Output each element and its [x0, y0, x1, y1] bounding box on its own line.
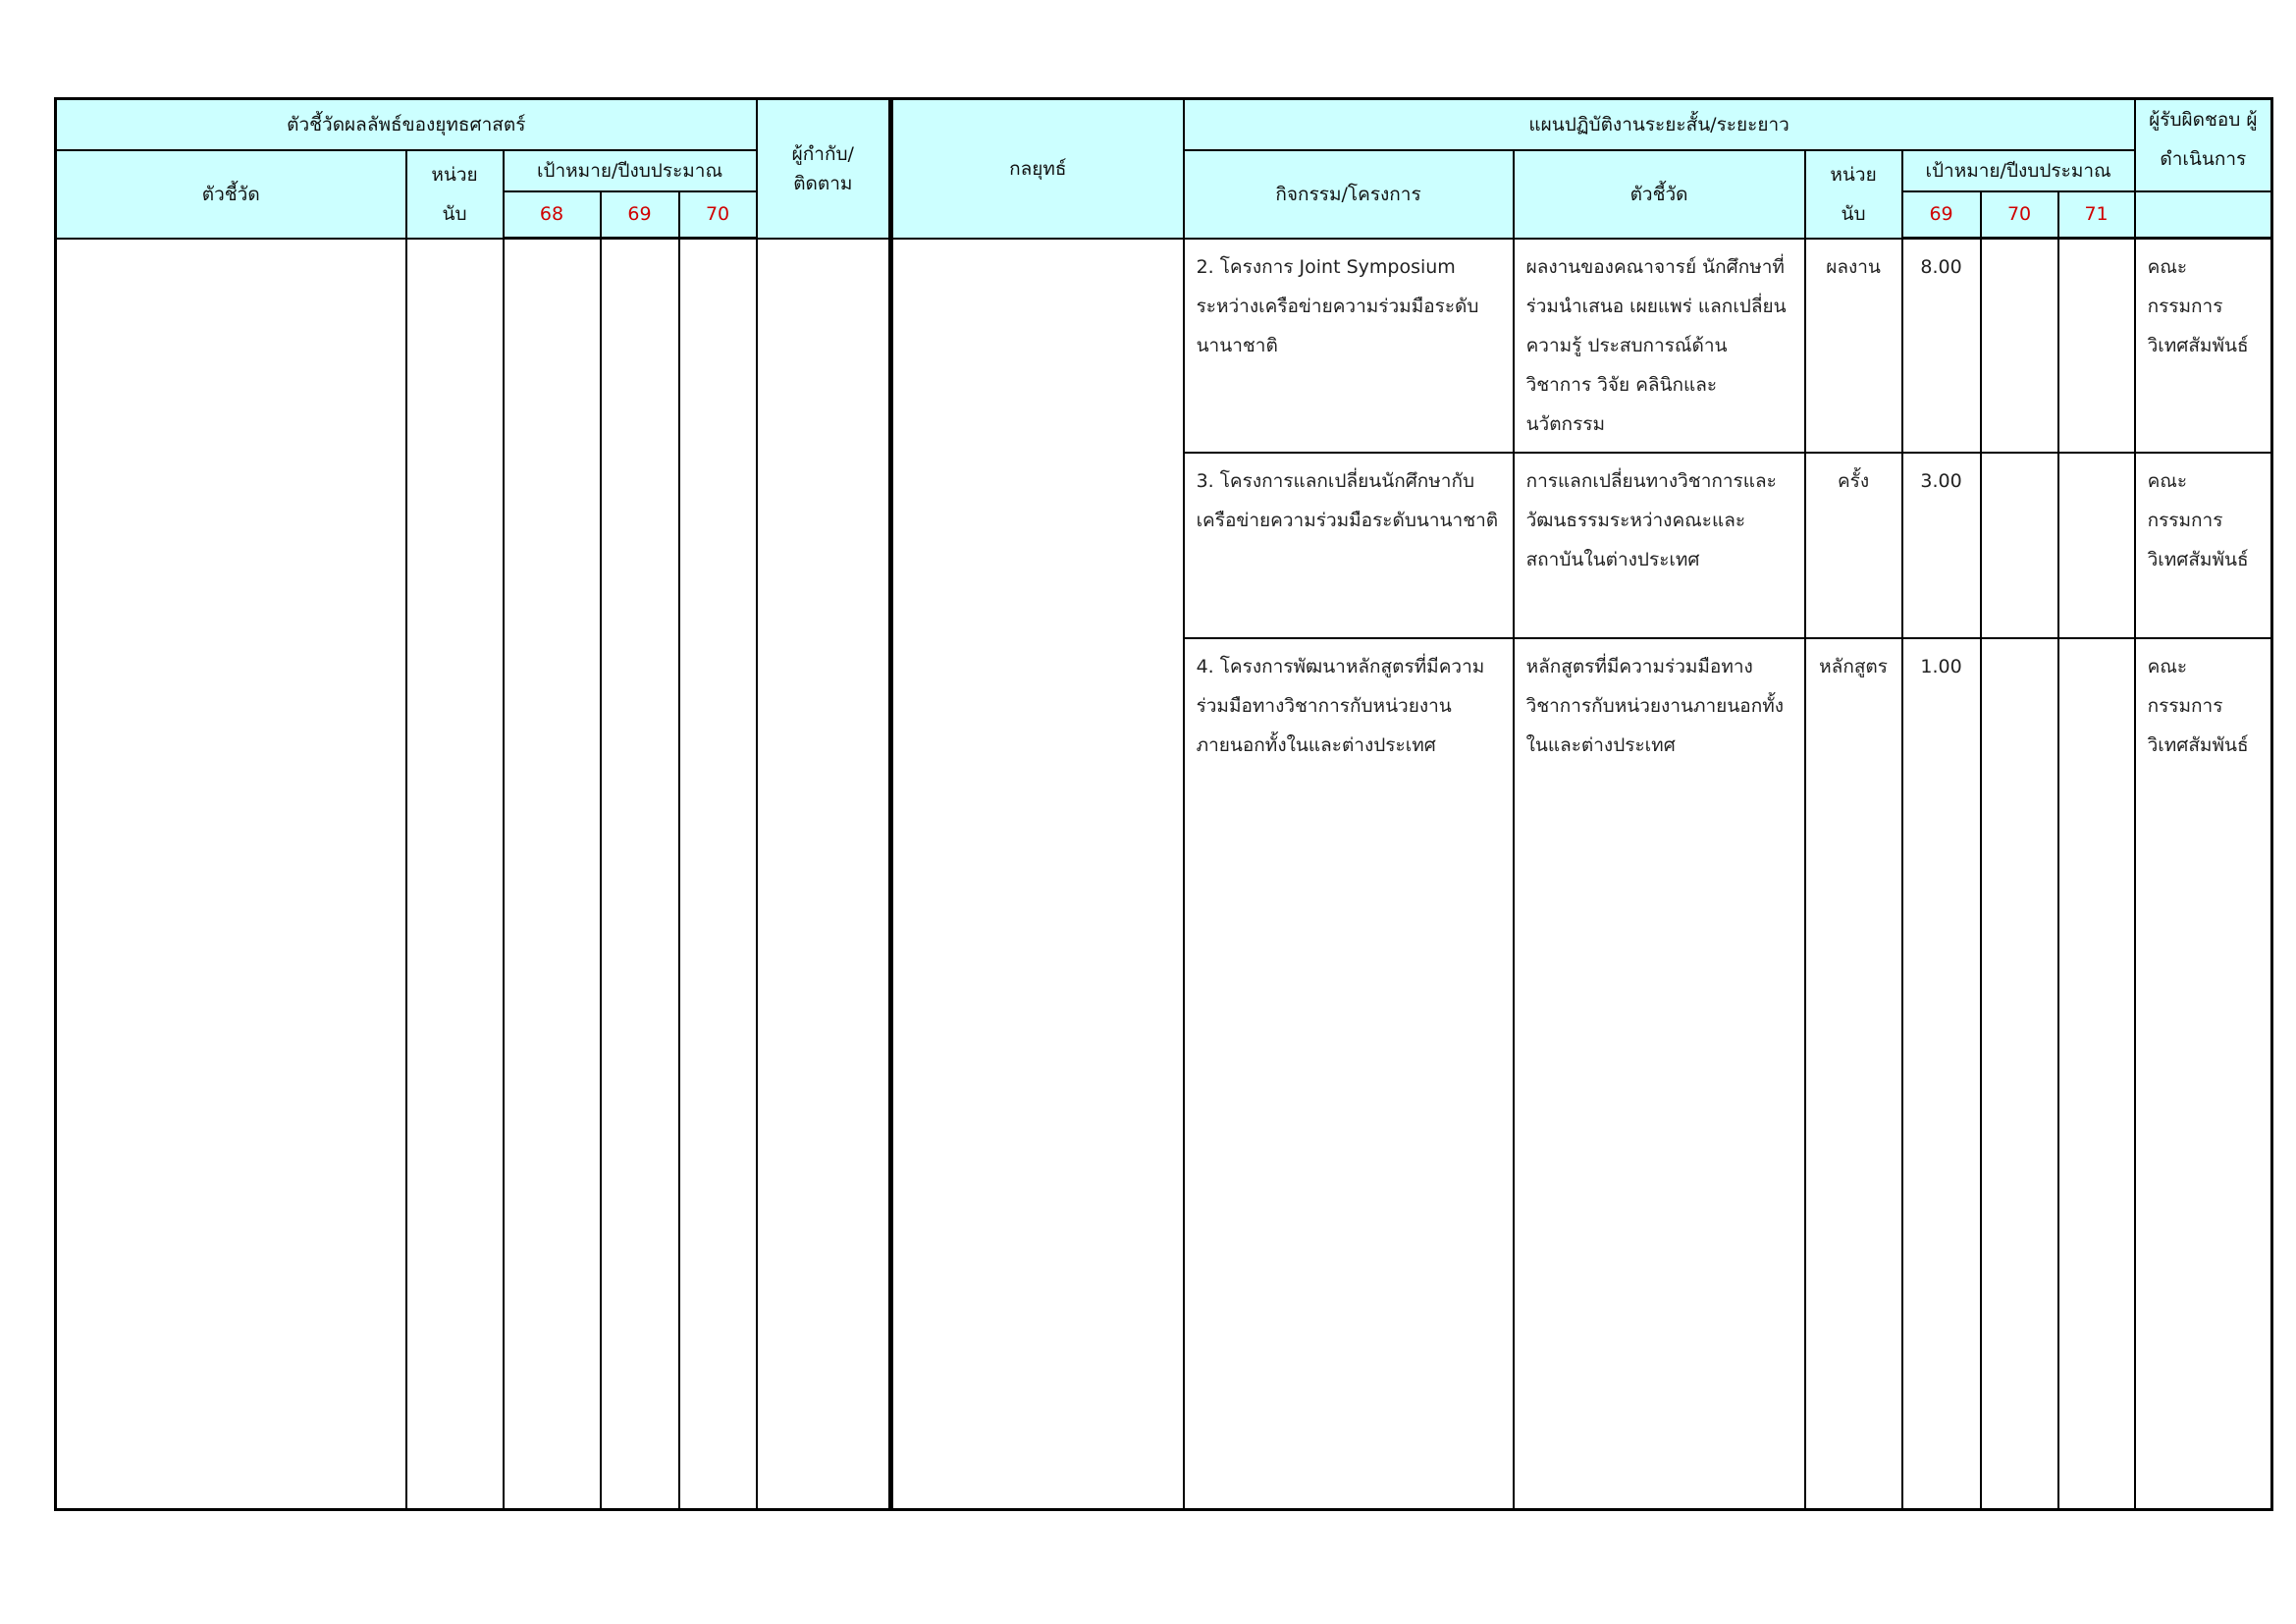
plan-year-71-cell [2058, 239, 2135, 453]
supervisor-cell [757, 239, 891, 1510]
activity-header: กิจกรรม/โครงการ [1184, 150, 1514, 239]
plan-year-70-cell [1981, 453, 2058, 638]
indicator-cell [56, 239, 406, 1510]
activity-cell: 4. โครงการพัฒนาหลักสูตรที่มีความร่วมมือทางวิชาการกับหน่วยงานภายนอกทั้งในและต่างประเทศ [1184, 638, 1514, 1510]
plan-unit-cell: ผลงาน [1805, 239, 1902, 453]
year-68-cell [504, 239, 601, 1510]
indicator-header: ตัวชี้วัด [56, 150, 406, 239]
strategy-outcome-header: ตัวชี้วัดผลลัพธ์ของยุทธศาสตร์ [56, 99, 757, 150]
strategy-cell [891, 239, 1184, 1510]
plan-indicator-cell: ผลงานของคณาจารย์ นักศึกษาที่ร่วมนำเสนอ เผยแพร่ แลกเปลี่ยนความรู้ ประสบการณ์ด้านวิชาการ วิจัย คลินิกและนวัตกรรม [1514, 239, 1805, 453]
year-69-cell [601, 239, 679, 1510]
plan-indicator-cell: การแลกเปลี่ยนทางวิชาการและวัฒนธรรมระหว่างคณะและสถาบันในต่างประเทศ [1514, 453, 1805, 638]
plan-year-71-cell [2058, 638, 2135, 1510]
year-68: 68 [504, 191, 601, 239]
responsible-header: ผู้รับผิดชอบ ผู้ดำเนินการ [2135, 99, 2272, 191]
strategy-plan-table [54, 97, 2273, 1511]
supervisor-header: ผู้กำกับ/ติดตาม [757, 99, 891, 239]
activity-cell: 2. โครงการ Joint Symposium ระหว่างเครือข่ายความร่วมมือระดับนานาชาติ [1184, 239, 1514, 453]
plan-year-69-cell: 8.00 [1902, 239, 1981, 453]
plan-year-69: 69 [1902, 191, 1981, 239]
plan-year-70-cell [1981, 638, 2058, 1510]
plan-year-70: 70 [1981, 191, 2058, 239]
plan-unit-cell: ครั้ง [1805, 453, 1902, 638]
plan-unit-header: หน่วยนับ [1805, 150, 1902, 239]
plan-year-71: 71 [2058, 191, 2135, 239]
responsible-cell: คณะกรรมการวิเทศสัมพันธ์ [2135, 638, 2272, 1510]
plan-indicator-header: ตัวชี้วัด [1514, 150, 1805, 239]
plan-year-69-cell: 3.00 [1902, 453, 1981, 638]
year-70: 70 [679, 191, 757, 239]
unit-cell [406, 239, 504, 1510]
year-70-cell [679, 239, 757, 1510]
plan-target-year-header: เป้าหมาย/ปีงบประมาณ [1902, 150, 2135, 191]
year-69: 69 [601, 191, 679, 239]
responsible-empty-cell [2135, 191, 2272, 239]
action-plan-header: แผนปฏิบัติงานระยะสั้น/ระยะยาว [1184, 99, 2135, 150]
plan-unit-cell: หลักสูตร [1805, 638, 1902, 1510]
plan-indicator-cell: หลักสูตรที่มีความร่วมมือทางวิชาการกับหน่วยงานภายนอกทั้งในและต่างประเทศ [1514, 638, 1805, 1510]
table-row [56, 239, 2272, 453]
target-year-header: เป้าหมาย/ปีงบประมาณ [504, 150, 757, 191]
activity-cell: 3. โครงการแลกเปลี่ยนนักศึกษากับเครือข่ายความร่วมมือระดับนานาชาติ [1184, 453, 1514, 638]
plan-year-70-cell [1981, 239, 2058, 453]
responsible-cell: คณะกรรมการวิเทศสัมพันธ์ [2135, 239, 2272, 453]
plan-year-69-cell: 1.00 [1902, 638, 1981, 1510]
responsible-cell: คณะกรรมการวิเทศสัมพันธ์ [2135, 453, 2272, 638]
plan-year-71-cell [2058, 453, 2135, 638]
unit-header: หน่วยนับ [406, 150, 504, 239]
strategy-header: กลยุทธ์ [891, 99, 1184, 239]
